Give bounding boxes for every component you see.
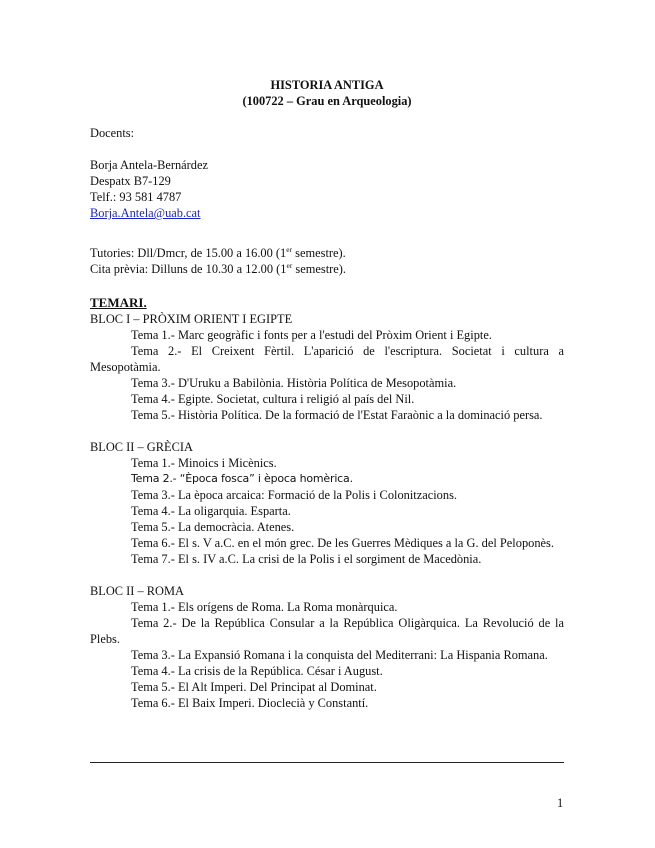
- syllabus-heading: TEMARI.: [90, 295, 147, 310]
- topic-item: Tema 3.- La Expansió Romana i la conquista del Mediterrani: La Hispania Romana.: [131, 648, 548, 662]
- topic-item: Tema 1.- Els orígens de Roma. La Roma monàrquica.: [131, 600, 398, 614]
- topic-item: Tema 5.- El Alt Imperi. Del Principat al Dominat.: [131, 680, 377, 694]
- tutories-ordinal: er: [286, 245, 293, 254]
- topic-item: Tema 4.- Egipte. Societat, cultura i religió al país del Nil.: [131, 392, 415, 406]
- tutories-line: [90, 245, 564, 261]
- cita-ordinal: er: [286, 261, 293, 270]
- topic-item: Tema 7.- El s. IV a.C. La crisi de la Polis i el sorgiment de Macedònia.: [131, 552, 482, 566]
- tutories-text: Tutories: Dll/Dmcr, de 15.00 a 16.00 (1: [90, 246, 287, 260]
- topic-item: Tema 1.- Marc geogràfic i fonts per a l'estudi del Pròxim Orient i Egipte.: [131, 328, 492, 342]
- page-number: 1: [557, 796, 564, 810]
- teacher-phone: Telf.: 93 581 4787: [90, 190, 182, 204]
- block-title: BLOC II – GRÈCIA: [90, 440, 193, 454]
- course-title: HISTORIA ANTIGA: [270, 78, 384, 92]
- document-page: [90, 77, 564, 711]
- topic-item: Tema 4.- La oligarquia. Esparta.: [131, 504, 291, 518]
- topic-item: Tema 2.- De la República Consular a la República Oligàrquica. La Revolució de la Plebs.: [90, 616, 564, 646]
- block-title: BLOC II – ROMA: [90, 584, 184, 598]
- cita-text: Cita prèvia: Dilluns de 10.30 a 12.00 (1: [90, 262, 287, 276]
- cita-suffix: semestre).: [292, 262, 346, 276]
- teacher-name: Borja Antela-Bernárdez: [90, 158, 209, 172]
- course-code: (100722 – Grau en Arqueologia): [242, 94, 412, 108]
- teacher-email-link[interactable]: Borja.Antela@uab.cat: [90, 206, 201, 220]
- topic-item: Tema 4.- La crisis de la República. César i August.: [131, 664, 383, 678]
- topic-item: Tema 1.- Minoics i Micènics.: [131, 456, 277, 470]
- teachers-label: Docents:: [90, 126, 135, 140]
- topic-item: Tema 2.- El Creixent Fèrtil. L'aparició de l'escriptura. Societat i cultura a Mesopotàmia.: [90, 344, 564, 374]
- topic-item: Tema 5.- La democràcia. Atenes.: [131, 520, 295, 534]
- footer-divider: [90, 762, 564, 763]
- topic-item: Tema 5.- Història Política. De la formació de l'Estat Faraònic a la dominació persa.: [131, 408, 543, 422]
- cita-line: [90, 261, 564, 277]
- topic-item: Tema 3.- D'Uruku a Babilònia. Història Política de Mesopotàmia.: [131, 376, 457, 390]
- topic-item: Tema 2.- “Època fosca” i època homèrica.: [131, 472, 353, 485]
- block-title: BLOC I – PRÒXIM ORIENT I EGIPTE: [90, 312, 293, 326]
- topic-item: Tema 6.- El s. V a.C. en el món grec. De les Guerres Mèdiques a la G. del Peloponès.: [131, 536, 554, 550]
- tutories-suffix: semestre).: [292, 246, 346, 260]
- topic-item: Tema 6.- El Baix Imperi. Dioclecià y Constantí.: [131, 696, 369, 710]
- topic-item: Tema 3.- La època arcaica: Formació de la Polis i Colonitzacions.: [131, 488, 457, 502]
- teacher-office: Despatx B7-129: [90, 174, 171, 188]
